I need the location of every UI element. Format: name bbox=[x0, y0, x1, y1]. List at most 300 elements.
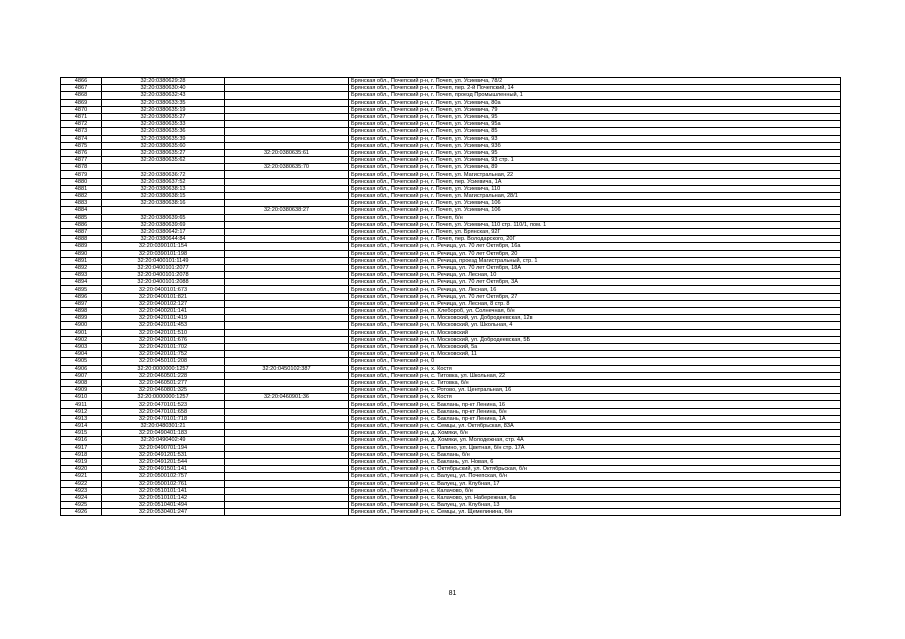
cadastral-number-cell: 32:20:0400101:2078 bbox=[102, 272, 225, 279]
table-row bbox=[61, 415, 841, 422]
table-row bbox=[61, 430, 841, 437]
row-number-cell: 4907 bbox=[61, 372, 102, 379]
table-row bbox=[61, 343, 841, 350]
row-number-cell: 4867 bbox=[61, 85, 102, 92]
cadastral-number-cell: 32:20:0490402:49 bbox=[102, 437, 225, 444]
address-cell: Брянская обл., Почепский р-н, п. Речица, ул. 70 лет Октября, 20 bbox=[349, 250, 841, 257]
address-cell: Брянская обл., Почепский р-н, г. Почеп, ул. Усиевича, 78/2 bbox=[349, 78, 841, 85]
address-cell: Брянская обл., Почепский р-н, п. Речица, ул. Лесная, 8 стр. 8 bbox=[349, 300, 841, 307]
related-cadastral-number-cell bbox=[225, 329, 349, 336]
related-cadastral-number-cell bbox=[225, 142, 349, 149]
cadastral-table bbox=[60, 77, 841, 516]
row-number-cell: 4875 bbox=[61, 142, 102, 149]
row-number-cell: 4869 bbox=[61, 99, 102, 106]
row-number-cell: 4912 bbox=[61, 408, 102, 415]
row-number-cell: 4925 bbox=[61, 502, 102, 509]
table-row bbox=[61, 437, 841, 444]
cadastral-number-cell: 32:20:0460801:325 bbox=[102, 387, 225, 394]
row-number-cell: 4901 bbox=[61, 329, 102, 336]
row-number-cell: 4879 bbox=[61, 171, 102, 178]
row-number-cell: 4921 bbox=[61, 473, 102, 480]
address-cell: Брянская обл., Почепский р-н, г. Почеп, ул. Усиевича, 89 bbox=[349, 164, 841, 171]
table-row bbox=[61, 480, 841, 487]
related-cadastral-number-cell bbox=[225, 480, 349, 487]
cadastral-number-cell: 32:20:0491201:531 bbox=[102, 451, 225, 458]
related-cadastral-number-cell bbox=[225, 444, 349, 451]
table-row bbox=[61, 509, 841, 516]
table-row bbox=[61, 257, 841, 264]
cadastral-number-cell: 32:20:0400101:2088 bbox=[102, 279, 225, 286]
row-number-cell: 4878 bbox=[61, 164, 102, 171]
row-number-cell: 4904 bbox=[61, 351, 102, 358]
related-cadastral-number-cell bbox=[225, 200, 349, 207]
table-row bbox=[61, 408, 841, 415]
cadastral-number-cell: 32:20:0490701:194 bbox=[102, 444, 225, 451]
related-cadastral-number-cell bbox=[225, 106, 349, 113]
address-cell: Брянская обл., Почепский р-н, 0 bbox=[349, 358, 841, 365]
table-row bbox=[61, 106, 841, 113]
address-cell: Брянская обл., Почепский р-н, д. Хомяки, ул. Молодежная, стр. 4А bbox=[349, 437, 841, 444]
row-number-cell: 4892 bbox=[61, 264, 102, 271]
row-number-cell: 4926 bbox=[61, 509, 102, 516]
related-cadastral-number-cell bbox=[225, 415, 349, 422]
table-row bbox=[61, 336, 841, 343]
cadastral-number-cell: 32:20:0400101:2077 bbox=[102, 264, 225, 271]
cadastral-number-cell: 32:20:0420101:752 bbox=[102, 351, 225, 358]
table-row bbox=[61, 193, 841, 200]
table-row bbox=[61, 164, 841, 171]
cadastral-number-cell: 32:20:0390101:198 bbox=[102, 250, 225, 257]
row-number-cell: 4906 bbox=[61, 365, 102, 372]
row-number-cell: 4882 bbox=[61, 193, 102, 200]
row-number-cell: 4871 bbox=[61, 113, 102, 120]
related-cadastral-number-cell bbox=[225, 293, 349, 300]
row-number-cell: 4909 bbox=[61, 387, 102, 394]
cadastral-number-cell: 32:20:0380633:35 bbox=[102, 99, 225, 106]
table-row bbox=[61, 149, 841, 156]
cadastral-number-cell: 32:20:0390101:154 bbox=[102, 243, 225, 250]
address-cell: Брянская обл., Почепский р-н, п. Речица, ул. Лесная, 16 bbox=[349, 286, 841, 293]
address-cell: Брянская обл., Почепский р-н, г. Почеп, б/н bbox=[349, 214, 841, 221]
address-cell: Брянская обл., Почепский р-н, с. Титовка, б/н bbox=[349, 379, 841, 386]
cadastral-number-cell: 32:20:0380635:19 bbox=[102, 106, 225, 113]
table-row bbox=[61, 236, 841, 243]
related-cadastral-number-cell bbox=[225, 458, 349, 465]
cadastral-number-cell: 32:20:0380637:52 bbox=[102, 178, 225, 185]
table-row bbox=[61, 142, 841, 149]
table-row bbox=[61, 466, 841, 473]
address-cell: Брянская обл., Почепский р-н, п. Московский, 11 bbox=[349, 351, 841, 358]
related-cadastral-number-cell bbox=[225, 509, 349, 516]
page-number: 81 bbox=[448, 590, 457, 597]
address-cell: Брянская обл., Почепский р-н, с. Валуец, ул. Клубная, 13 bbox=[349, 502, 841, 509]
row-number-cell: 4885 bbox=[61, 214, 102, 221]
address-cell: Брянская обл., Почепский р-н, п. Московский bbox=[349, 329, 841, 336]
cadastral-number-cell: 32:20:0380630:40 bbox=[102, 85, 225, 92]
address-cell: Брянская обл., Почепский р-н, г. Почеп, ул. Магистральная, 22 bbox=[349, 171, 841, 178]
address-cell: Брянская обл., Почепский р-н, п. Речица, ул. Лесная, 10 bbox=[349, 272, 841, 279]
cadastral-number-cell: 32:20:0480301:21 bbox=[102, 423, 225, 430]
row-number-cell: 4886 bbox=[61, 221, 102, 228]
address-cell: Брянская обл., Почепский р-н, п. Речица, ул. 70 лет Октября, 27 bbox=[349, 293, 841, 300]
row-number-cell: 4876 bbox=[61, 149, 102, 156]
table-row bbox=[61, 221, 841, 228]
address-cell: Брянская обл., Почепский р-н, с. Папино, ул. Цветная, б/н стр. 17А bbox=[349, 444, 841, 451]
table-row bbox=[61, 372, 841, 379]
address-cell: Брянская обл., Почепский р-н, г. Почеп, ул. Усиевича, 110 bbox=[349, 185, 841, 192]
cadastral-number-cell: 32:20:0380638:16 bbox=[102, 200, 225, 207]
table-row bbox=[61, 78, 841, 85]
related-cadastral-number-cell bbox=[225, 214, 349, 221]
cadastral-number-cell: 32:20:0380639:65 bbox=[102, 214, 225, 221]
table-row bbox=[61, 322, 841, 329]
cadastral-number-cell: 32:20:0500102:757 bbox=[102, 473, 225, 480]
address-cell: Брянская обл., Почепский р-н, с. Ротово, ул. Центральная, 16 bbox=[349, 387, 841, 394]
row-number-cell: 4914 bbox=[61, 423, 102, 430]
table-row bbox=[61, 185, 841, 192]
address-cell: Брянская обл., Почепский р-н, г. Почеп, ул. Усиевича, 95а bbox=[349, 121, 841, 128]
cadastral-number-cell: 32:20:0380642:17 bbox=[102, 228, 225, 235]
address-cell: Брянская обл., Почепский р-н, г. Почеп, ул. Усиевича, 95 bbox=[349, 149, 841, 156]
related-cadastral-number-cell bbox=[225, 437, 349, 444]
address-cell: Брянская обл., Почепский р-н, г. Почеп, ул. Усиевича, 79 bbox=[349, 106, 841, 113]
address-cell: Брянская обл., Почепский р-н, п. Речица, ул. 70 лет Октября, 3А bbox=[349, 279, 841, 286]
related-cadastral-number-cell bbox=[225, 430, 349, 437]
table-row bbox=[61, 135, 841, 142]
related-cadastral-number-cell bbox=[225, 264, 349, 271]
cadastral-number-cell: 32:20:0491501:141 bbox=[102, 466, 225, 473]
row-number-cell: 4890 bbox=[61, 250, 102, 257]
table-row bbox=[61, 387, 841, 394]
related-cadastral-number-cell bbox=[225, 300, 349, 307]
cadastral-number-cell: 32:20:0460501:277 bbox=[102, 379, 225, 386]
table-row bbox=[61, 502, 841, 509]
address-cell: Брянская обл., Почепский р-н, с. Баклань, ул. Новая, 6 bbox=[349, 458, 841, 465]
address-cell: Брянская обл., Почепский р-н, п. Хлебороб, ул. Солнечная, б/н bbox=[349, 308, 841, 315]
related-cadastral-number-cell bbox=[225, 113, 349, 120]
address-cell: Брянская обл., Почепский р-н, г. Почеп, ул. Усиевича, 93 стр. 1 bbox=[349, 157, 841, 164]
row-number-cell: 4919 bbox=[61, 458, 102, 465]
row-number-cell: 4894 bbox=[61, 279, 102, 286]
cadastral-number-cell: 32:20:0530401:247 bbox=[102, 509, 225, 516]
address-cell: Брянская обл., Почепский р-н, г. Почеп, ул. Усиевича, 106 bbox=[349, 207, 841, 214]
cadastral-number-cell bbox=[102, 207, 225, 214]
row-number-cell: 4900 bbox=[61, 322, 102, 329]
related-cadastral-number-cell bbox=[225, 236, 349, 243]
row-number-cell: 4911 bbox=[61, 401, 102, 408]
related-cadastral-number-cell bbox=[225, 466, 349, 473]
table-row bbox=[61, 444, 841, 451]
cadastral-number-cell: 32:20:0400102:127 bbox=[102, 300, 225, 307]
table-row bbox=[61, 494, 841, 501]
related-cadastral-number-cell bbox=[225, 157, 349, 164]
address-cell: Брянская обл., Почепский р-н, г. Почеп, ул. Усиевича, 85 bbox=[349, 128, 841, 135]
row-number-cell: 4887 bbox=[61, 228, 102, 235]
address-cell: Брянская обл., Почепский р-н, г. Почеп, ул. Усиевича, 93б bbox=[349, 142, 841, 149]
table-row bbox=[61, 250, 841, 257]
address-cell: Брянская обл., Почепский р-н, г. Почеп, ул. Усиевича, 110 стр. 110/1, пом. 1 bbox=[349, 221, 841, 228]
row-number-cell: 4893 bbox=[61, 272, 102, 279]
table-row bbox=[61, 178, 841, 185]
row-number-cell: 4916 bbox=[61, 437, 102, 444]
row-number-cell: 4902 bbox=[61, 336, 102, 343]
related-cadastral-number-cell bbox=[225, 502, 349, 509]
row-number-cell: 4924 bbox=[61, 494, 102, 501]
row-number-cell: 4922 bbox=[61, 480, 102, 487]
address-cell: Брянская обл., Почепский р-н, с. Семцы, ул. Октябрьская, 83А bbox=[349, 423, 841, 430]
related-cadastral-number-cell bbox=[225, 372, 349, 379]
table-row bbox=[61, 157, 841, 164]
address-cell: Брянская обл., Почепский р-н, г. Почеп, ул. Магистральная, 28/1 bbox=[349, 193, 841, 200]
related-cadastral-number-cell bbox=[225, 178, 349, 185]
address-cell: Брянская обл., Почепский р-н, г. Почеп, пер. Володарского, 20Г bbox=[349, 236, 841, 243]
address-cell: Брянская обл., Почепский р-н, с. Баклань, пр-кт Ленина, б/н bbox=[349, 408, 841, 415]
cadastral-number-cell: 32:20:0380635:39 bbox=[102, 135, 225, 142]
cadastral-number-cell: 32:20:0380635:36 bbox=[102, 128, 225, 135]
table-row bbox=[61, 458, 841, 465]
address-cell: Брянская обл., Почепский р-н, г. Почеп, ул. Усиевича, 93 bbox=[349, 135, 841, 142]
address-cell: Брянская обл., Почепский р-н, х. Костя bbox=[349, 394, 841, 401]
table-row bbox=[61, 423, 841, 430]
related-cadastral-number-cell bbox=[225, 128, 349, 135]
address-cell: Брянская обл., Почепский р-н, п. Московский, 5а bbox=[349, 343, 841, 350]
table-row bbox=[61, 171, 841, 178]
related-cadastral-number-cell: 32:20:0460901:36 bbox=[225, 394, 349, 401]
address-cell: Брянская обл., Почепский р-н, г. Почеп, ул. Усиевича, 80а bbox=[349, 99, 841, 106]
table-row bbox=[61, 351, 841, 358]
cadastral-number-cell: 32:20:0470101:718 bbox=[102, 415, 225, 422]
row-number-cell: 4903 bbox=[61, 343, 102, 350]
cadastral-number-cell: 32:20:0510401:494 bbox=[102, 502, 225, 509]
related-cadastral-number-cell bbox=[225, 322, 349, 329]
table-row bbox=[61, 293, 841, 300]
table-row bbox=[61, 300, 841, 307]
row-number-cell: 4880 bbox=[61, 178, 102, 185]
related-cadastral-number-cell bbox=[225, 193, 349, 200]
cadastral-number-cell: 32:20:0380632:43 bbox=[102, 92, 225, 99]
cadastral-number-cell: 32:20:0450101:208 bbox=[102, 358, 225, 365]
table-row bbox=[61, 92, 841, 99]
cadastral-number-cell: 32:20:0000000:1257 bbox=[102, 365, 225, 372]
row-number-cell: 4910 bbox=[61, 394, 102, 401]
table-row bbox=[61, 279, 841, 286]
row-number-cell: 4868 bbox=[61, 92, 102, 99]
table-row bbox=[61, 487, 841, 494]
cadastral-number-cell: 32:20:0400201:141 bbox=[102, 308, 225, 315]
cadastral-number-cell: 32:20:0000000:1257 bbox=[102, 394, 225, 401]
row-number-cell: 4881 bbox=[61, 185, 102, 192]
table-row bbox=[61, 99, 841, 106]
related-cadastral-number-cell: 32:20:0380638:27 bbox=[225, 207, 349, 214]
cadastral-number-cell: 32:20:0400101:821 bbox=[102, 293, 225, 300]
cadastral-number-cell: 32:20:0420101:510 bbox=[102, 329, 225, 336]
row-number-cell: 4917 bbox=[61, 444, 102, 451]
row-number-cell: 4874 bbox=[61, 135, 102, 142]
row-number-cell: 4923 bbox=[61, 487, 102, 494]
address-cell: Брянская обл., Почепский р-н, д. Хомяки, б/н bbox=[349, 430, 841, 437]
related-cadastral-number-cell bbox=[225, 92, 349, 99]
related-cadastral-number-cell bbox=[225, 408, 349, 415]
table-row bbox=[61, 394, 841, 401]
table-row bbox=[61, 121, 841, 128]
cadastral-number-cell: 32:20:0420101:702 bbox=[102, 343, 225, 350]
address-cell: Брянская обл., Почепский р-н, п. Московский, ул. Добродеевская, 12в bbox=[349, 315, 841, 322]
row-number-cell: 4891 bbox=[61, 257, 102, 264]
row-number-cell: 4898 bbox=[61, 308, 102, 315]
cadastral-number-cell: 32:20:0491201:544 bbox=[102, 458, 225, 465]
cadastral-number-cell: 32:20:0380638:15 bbox=[102, 193, 225, 200]
related-cadastral-number-cell bbox=[225, 135, 349, 142]
table-row bbox=[61, 264, 841, 271]
address-cell: Брянская обл., Почепский р-н, п. Октябрьский, ул. Октябрьская, б/н bbox=[349, 466, 841, 473]
table-row bbox=[61, 401, 841, 408]
table-row bbox=[61, 214, 841, 221]
cadastral-number-cell: 32:20:0470101:523 bbox=[102, 401, 225, 408]
related-cadastral-number-cell bbox=[225, 221, 349, 228]
related-cadastral-number-cell bbox=[225, 487, 349, 494]
table-row bbox=[61, 128, 841, 135]
related-cadastral-number-cell bbox=[225, 379, 349, 386]
address-cell: Брянская обл., Почепский р-н, с. Баклань, пр-кт Ленина, 16 bbox=[349, 401, 841, 408]
related-cadastral-number-cell bbox=[225, 308, 349, 315]
cadastral-number-cell: 32:20:0400101:673 bbox=[102, 286, 225, 293]
row-number-cell: 4873 bbox=[61, 128, 102, 135]
related-cadastral-number-cell bbox=[225, 451, 349, 458]
address-cell: Брянская обл., Почепский р-н, с. Баклань, б/н bbox=[349, 451, 841, 458]
address-cell: Брянская обл., Почепский р-н, п. Московский, ул. Добродеевская, 5Б bbox=[349, 336, 841, 343]
cadastral-number-cell: 32:20:0380638:13 bbox=[102, 185, 225, 192]
cadastral-number-cell: 32:20:0420101:453 bbox=[102, 322, 225, 329]
row-number-cell: 4913 bbox=[61, 415, 102, 422]
cadastral-number-cell: 32:20:0460501:228 bbox=[102, 372, 225, 379]
related-cadastral-number-cell bbox=[225, 423, 349, 430]
row-number-cell: 4895 bbox=[61, 286, 102, 293]
address-cell: Брянская обл., Почепский р-н, г. Почеп, проезд Промышленный, 1 bbox=[349, 92, 841, 99]
address-cell: Брянская обл., Почепский р-н, с. Семцы, ул. Щемелинина, б/н bbox=[349, 509, 841, 516]
table-row bbox=[61, 85, 841, 92]
address-cell: Брянская обл., Почепский р-н, п. Московский, ул. Школьная, 4 bbox=[349, 322, 841, 329]
cadastral-number-cell: 32:20:0380644:84 bbox=[102, 236, 225, 243]
cadastral-number-cell: 32:20:0420101:419 bbox=[102, 315, 225, 322]
cadastral-number-cell: 32:20:0380635:27 bbox=[102, 149, 225, 156]
cadastral-number-cell: 32:20:0490401:183 bbox=[102, 430, 225, 437]
table-row bbox=[61, 315, 841, 322]
address-cell: Брянская обл., Почепский р-н, п. Речица, проезд Магистральный, стр. 1 bbox=[349, 257, 841, 264]
row-number-cell: 4870 bbox=[61, 106, 102, 113]
row-number-cell: 4905 bbox=[61, 358, 102, 365]
address-cell: Брянская обл., Почепский р-н, с. Калачово, б/н bbox=[349, 487, 841, 494]
cadastral-number-cell: 32:20:0400101:1149 bbox=[102, 257, 225, 264]
related-cadastral-number-cell bbox=[225, 121, 349, 128]
address-cell: Брянская обл., Почепский р-н, п. Речица, ул. 70 лет Октября, 16а bbox=[349, 243, 841, 250]
related-cadastral-number-cell bbox=[225, 351, 349, 358]
address-cell: Брянская обл., Почепский р-н, с. Калачово, ул. Набережная, 6а bbox=[349, 494, 841, 501]
table-row bbox=[61, 379, 841, 386]
related-cadastral-number-cell: 32:20:0380635:70 bbox=[225, 164, 349, 171]
row-number-cell: 4899 bbox=[61, 315, 102, 322]
table-row bbox=[61, 207, 841, 214]
related-cadastral-number-cell bbox=[225, 336, 349, 343]
row-number-cell: 4915 bbox=[61, 430, 102, 437]
table-row bbox=[61, 272, 841, 279]
row-number-cell: 4888 bbox=[61, 236, 102, 243]
cadastral-number-cell: 32:20:0380639:69 bbox=[102, 221, 225, 228]
address-cell: Брянская обл., Почепский р-н, г. Почеп, ул. Брянская, 92Г bbox=[349, 228, 841, 235]
address-cell: Брянская обл., Почепский р-н, г. Почеп, пер. Усиевича, 1А bbox=[349, 178, 841, 185]
related-cadastral-number-cell bbox=[225, 315, 349, 322]
cadastral-number-cell: 32:20:0380636:72 bbox=[102, 171, 225, 178]
row-number-cell: 4877 bbox=[61, 157, 102, 164]
table-row bbox=[61, 200, 841, 207]
related-cadastral-number-cell bbox=[225, 250, 349, 257]
cadastral-number-cell: 32:20:0380635:33 bbox=[102, 121, 225, 128]
related-cadastral-number-cell bbox=[225, 99, 349, 106]
related-cadastral-number-cell bbox=[225, 401, 349, 408]
address-cell: Брянская обл., Почепский р-н, с. Валуец, ул. Клубная, 17 bbox=[349, 480, 841, 487]
address-cell: Брянская обл., Почепский р-н, с. Титовка, ул. Школьная, 22 bbox=[349, 372, 841, 379]
cadastral-number-cell: 32:20:0420101:676 bbox=[102, 336, 225, 343]
cadastral-number-cell: 32:20:0510101:141 bbox=[102, 487, 225, 494]
related-cadastral-number-cell bbox=[225, 473, 349, 480]
related-cadastral-number-cell bbox=[225, 257, 349, 264]
address-cell: Брянская обл., Почепский р-н, г. Почеп, пер. 2-й Почепский, 14 bbox=[349, 85, 841, 92]
related-cadastral-number-cell bbox=[225, 78, 349, 85]
table-row bbox=[61, 113, 841, 120]
related-cadastral-number-cell bbox=[225, 494, 349, 501]
related-cadastral-number-cell bbox=[225, 343, 349, 350]
row-number-cell: 4920 bbox=[61, 466, 102, 473]
cadastral-number-cell: 32:20:0380635:27 bbox=[102, 113, 225, 120]
related-cadastral-number-cell bbox=[225, 387, 349, 394]
row-number-cell: 4866 bbox=[61, 78, 102, 85]
cadastral-number-cell: 32:20:0380635:62 bbox=[102, 157, 225, 164]
row-number-cell: 4897 bbox=[61, 300, 102, 307]
table-row bbox=[61, 329, 841, 336]
table-row bbox=[61, 228, 841, 235]
table-row bbox=[61, 286, 841, 293]
row-number-cell: 4872 bbox=[61, 121, 102, 128]
cadastral-number-cell: 32:20:0470101:658 bbox=[102, 408, 225, 415]
row-number-cell: 4889 bbox=[61, 243, 102, 250]
row-number-cell: 4918 bbox=[61, 451, 102, 458]
table-row bbox=[61, 358, 841, 365]
row-number-cell: 4896 bbox=[61, 293, 102, 300]
table-row bbox=[61, 451, 841, 458]
cadastral-number-cell: 32:20:0500102:761 bbox=[102, 480, 225, 487]
table-row bbox=[61, 243, 841, 250]
related-cadastral-number-cell: 32:20:0450102:387 bbox=[225, 365, 349, 372]
cadastral-number-cell bbox=[102, 164, 225, 171]
address-cell: Брянская обл., Почепский р-н, с. Баклань, пр-кт Ленина, 1А bbox=[349, 415, 841, 422]
row-number-cell: 4884 bbox=[61, 207, 102, 214]
related-cadastral-number-cell bbox=[225, 171, 349, 178]
address-cell: Брянская обл., Почепский р-н, с. Валуец, ул. Почепская, б/н bbox=[349, 473, 841, 480]
related-cadastral-number-cell bbox=[225, 279, 349, 286]
table-row bbox=[61, 365, 841, 372]
cadastral-number-cell: 32:20:0380635:60 bbox=[102, 142, 225, 149]
related-cadastral-number-cell bbox=[225, 358, 349, 365]
related-cadastral-number-cell bbox=[225, 85, 349, 92]
address-cell: Брянская обл., Почепский р-н, г. Почеп, ул. Усиевича, 95 bbox=[349, 113, 841, 120]
cadastral-number-cell: 32:20:0510101:142 bbox=[102, 494, 225, 501]
address-cell: Брянская обл., Почепский р-н, г. Почеп, ул. Усиевича, 106 bbox=[349, 200, 841, 207]
table-row bbox=[61, 308, 841, 315]
address-cell: Брянская обл., Почепский р-н, п. Речица, ул. 70 лет Октября, 18А bbox=[349, 264, 841, 271]
related-cadastral-number-cell: 32:20:0380635:61 bbox=[225, 149, 349, 156]
related-cadastral-number-cell bbox=[225, 243, 349, 250]
cadastral-number-cell: 32:20:0380629:28 bbox=[102, 78, 225, 85]
row-number-cell: 4883 bbox=[61, 200, 102, 207]
